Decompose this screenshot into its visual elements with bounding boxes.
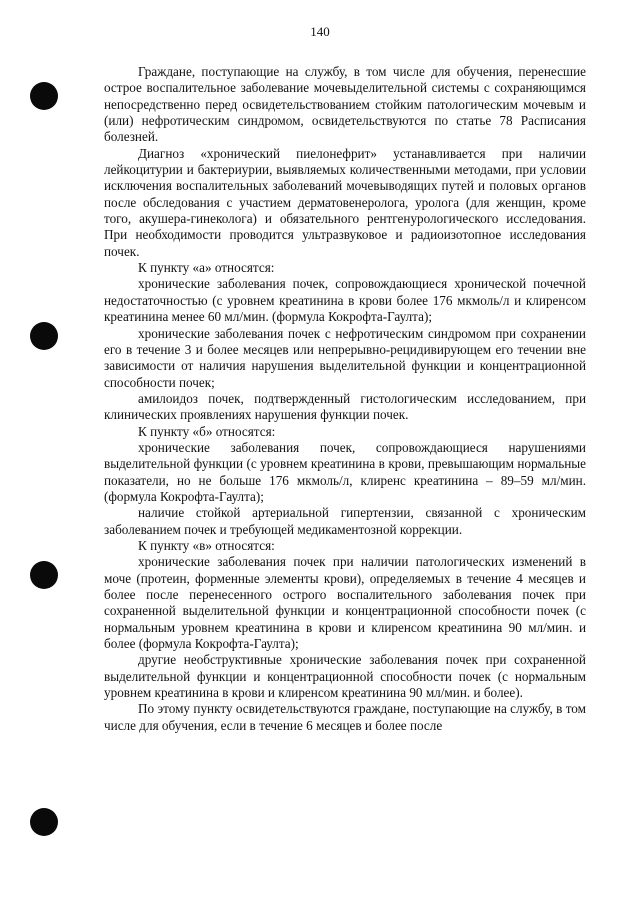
binder-hole-4 <box>30 808 58 836</box>
binder-hole-3 <box>30 561 58 589</box>
paragraph: наличие стойкой артериальной гипертензии, связанной с хроническим заболеванием почек и требующей медикаментозной коррекции. <box>104 505 586 537</box>
paragraph: Граждане, поступающие на службу, в том числе для обучения, перенесшие острое воспалительное заболевание мочевыделительной системы с сохраняющимся непосредственно перед освидетельствованием стойким патологическим мочевым и (или) нефротическим синдромом, освидетельствуются по статье 78 Расписания болезней. <box>104 64 586 145</box>
binder-hole-1 <box>30 82 58 110</box>
binder-hole-2 <box>30 322 58 350</box>
paragraph: хронические заболевания почек с нефротическим синдромом при сохранении его в течение 3 и более месяцев или непрерывно-рецидивирующем его течении вне зависимости от наличия нарушения выделительной функции и концентрационной способности почек; <box>104 325 586 390</box>
paragraph: К пункту «а» относятся: <box>138 260 275 276</box>
document-body <box>104 64 586 734</box>
paragraph: хронические заболевания почек, сопровождающиеся нарушениями выделительной функции (с уровнем креатинина в крови, превышающим нормальные показатели, но не больше 176 мкмоль/л, клиренс креатинина – 89–59 мл/мин. (формула Кокрофта-Гаулта); <box>104 439 586 504</box>
paragraph: хронические заболевания почек, сопровождающиеся хронической почечной недостаточностью (с уровнем креатинина в крови более 176 мкмоль/л и клиренсом креатинина менее 60 мл/мин. (формула Кокрофта-Гаулта); <box>104 276 586 325</box>
paragraph: амилоидоз почек, подтвержденный гистологическим исследованием, при клинических проявлениях нарушения функции почек. <box>104 390 586 423</box>
page-number: 140 <box>310 24 330 39</box>
paragraph: другие необструктивные хронические заболевания почек при сохраненной выделительной функции и концентрационной способности почек (с нормальным уровнем креатинина в крови и клиренсом креатинина 90 мл/мин. и более). <box>104 652 586 701</box>
paragraph: К пункту «б» относятся: <box>138 423 276 439</box>
paragraph: К пункту «в» относятся: <box>138 537 275 553</box>
paragraph: хронические заболевания почек при наличии патологических изменений в моче (протеин, форменные элементы крови), определяемых в течение 4 месяцев и более после перенесенного острого воспалительного заболевания почек при сохраненной выделительной функции и концентрационной способности почек (с нормальным уровнем креатинина в крови и клиренсом креатинина 90 мл/мин. и более (формула Кокрофта-Гаулта); <box>104 554 586 652</box>
paragraph: По этому пункту освидетельствуются граждане, поступающие на службу, в том числе для обучения, если в течение 6 месяцев и более после <box>104 701 586 733</box>
paragraph: Диагноз «хронический пиелонефрит» устанавливается при наличии лейкоцитурии и бактериурии, выявляемых количественными методами, при условии исключения воспалительных заболеваний мочевыводящих путей и половых органов после обследования с участием дерматовенеролога, уролога (для женщин, кроме того, акушера-гинеколога) и обязательного рентгенурологического исследования. При необходимости проводится ультразвуковое и радиоизотопное исследования почек. <box>104 145 586 259</box>
